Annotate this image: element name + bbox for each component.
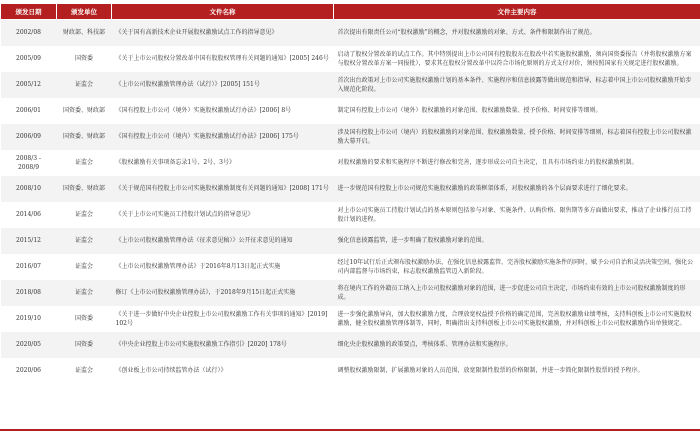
cell-document: 《上市公司股权激励管理办法（征求意见稿）》公开征求意见的通知	[112, 228, 334, 254]
cell-dept: 证监会	[57, 254, 112, 280]
cell-dept: 证监会	[57, 358, 112, 384]
cell-document: 《股权激励有关事项备忘录1号、2号、3号》	[112, 150, 334, 176]
header-dept: 颁发单位	[57, 4, 112, 20]
cell-date: 2016/07	[1, 254, 57, 280]
table-row	[1, 72, 700, 98]
cell-content: 启动了股权分置改革的试点工作。其中特别提出上市公司国有控股股东在股改中若实施股权激励，须向国资委报告（并将股权激励方案与股权分置改革方案一同报批），要求其在股权分置改革中以符合市场化原则的方式支付对价，须按照国家有关规定进行股权激励。	[334, 46, 700, 72]
cell-document: 《创业板上市公司持续监管办法（试行）》	[112, 358, 334, 384]
cell-dept: 国资委、财政部	[57, 124, 112, 150]
table-row	[1, 280, 700, 306]
table-row	[1, 228, 700, 254]
cell-document: 《关于规范国有控股上市公司实施股权激励制度有关问题的通知》[2008] 171号	[112, 176, 334, 202]
cell-content: 强化信息披露监管，进一步明确了股权激励对象的范围。	[334, 228, 700, 254]
cell-document: 修订《上市公司股权激励管理办法》，于2018年9月15日起正式实施	[112, 280, 334, 306]
cell-content: 对上市公司实施员工持股计划试点的基本原则包括参与对象、实施条件、认购价格、限售期等多方面做出要求，推动了企业推行员工持股计划的进程。	[334, 202, 700, 228]
table-row	[1, 98, 700, 124]
cell-dept: 证监会	[57, 72, 112, 98]
cell-content: 调整股权激励限制，扩展激励对象的人员范围，放宽限制性股票的价格限制，并进一步简化限制性股票的授予程序。	[334, 358, 700, 384]
table-row	[1, 202, 700, 228]
table-row	[1, 306, 700, 332]
table-header-row	[1, 4, 700, 20]
cell-content: 首次出台政策对上市公司实施股权激励计划的基本条件、实施程序和信息披露等做出规范和指导，标志着中国上市公司股权激励开始步入规范化阶段。	[334, 72, 700, 98]
cell-document: 《关于上市公司股权分置改革中国有股股权管理有关问题的通知》[2005] 246号	[112, 46, 334, 72]
cell-date: 2015/12	[1, 228, 57, 254]
cell-content: 涉及国有控股上市公司（境内）的股权激励的对象范围、股权激励数量、授予价格、时间安排等细则，标志着国有控股上市公司股权激励大幕开启。	[334, 124, 700, 150]
cell-date: 2020/05	[1, 332, 57, 358]
cell-document: 《关于国有高新技术企业开展股权激励试点工作的指导意见》	[112, 20, 334, 46]
cell-content: 细化央企股权激励的政策要点，考核体系、管理办法和实施程序。	[334, 332, 700, 358]
table-row	[1, 254, 700, 280]
cell-dept: 证监会	[57, 150, 112, 176]
header-doc: 文件名称	[112, 4, 334, 20]
table-row	[1, 150, 700, 176]
table-row	[1, 176, 700, 202]
cell-date: 2005/12	[1, 72, 57, 98]
cell-document: 《中央企业控股上市公司实施股权激励工作指引》[2020] 178号	[112, 332, 334, 358]
cell-content: 首次提出有限责任公司“股权激励”的概念，并对股权激励的对象、方式、条件和限制作出了规范。	[334, 20, 700, 46]
cell-dept: 国资委、财政部	[57, 98, 112, 124]
cell-dept: 国资委	[57, 306, 112, 332]
cell-date: 2019/10	[1, 306, 57, 332]
header-content: 文件主要内容	[334, 4, 700, 20]
cell-dept: 国资委、财政部	[57, 176, 112, 202]
cell-date: 2006/01	[1, 98, 57, 124]
cell-dept: 证监会	[57, 280, 112, 306]
header-date: 颁发日期	[1, 4, 57, 20]
cell-date: 2005/09	[1, 46, 57, 72]
cell-document: 《上市公司股权激励管理办法（试行）》[2005] 151号	[112, 72, 334, 98]
cell-date: 2008/10	[1, 176, 57, 202]
cell-content: 对股权激励的要求和实施程序不断进行修改和完善，逐步形成公司自主决定，且具有市场约束力的股权激励机制。	[334, 150, 700, 176]
table-row	[1, 358, 700, 384]
cell-date: 2006/09	[1, 124, 57, 150]
cell-date: 2020/06	[1, 358, 57, 384]
cell-dept: 财政部、科技部	[57, 20, 112, 46]
cell-date: 2014/06	[1, 202, 57, 228]
cell-date: 2018/08	[1, 280, 57, 306]
cell-content: 制定国有控股上市公司（境外）股权激励的对象范围、股权激励数量、授予价格、时间安排等细则。	[334, 98, 700, 124]
cell-document: 《关于进一步做好中央企业控股上市公司股权激励工作有关事项的通知》[2019] 102号	[112, 306, 334, 332]
cell-content: 进一步强化激励导向，加大股权激励力度，合理放宽权益授予价格的确定范围，完善股权激励业绩考核，支持科创板上市公司实施股权激励，健全股权激励管理体制等，同时，明确指出支持科创板上市公司实施股权激励，并对科创板上市公司股权激励作出单独规定。	[334, 306, 700, 332]
cell-date: 2008/3 - 2008/9	[1, 150, 57, 176]
policy-table	[0, 3, 700, 384]
cell-document: 《上市公司股权激励管理办法》于2016年8月13日起正式实施	[112, 254, 334, 280]
cell-content: 将在境内工作的外籍员工纳入上市公司股权激励对象的范围，进一步促进公司自主决定，市场约束有效的上市公司股权激励制度的形成。	[334, 280, 700, 306]
cell-dept: 证监会	[57, 202, 112, 228]
table-row	[1, 332, 700, 358]
cell-dept: 国资委	[57, 332, 112, 358]
table-row	[1, 20, 700, 46]
cell-document: 《国有控股上市公司（境外）实施股权激励试行办法》[2006] 8号	[112, 98, 334, 124]
cell-document: 《国有控股上市公司（境内）实施股权激励试行办法》[2006] 175号	[112, 124, 334, 150]
cell-content: 经过10年试行后正式颁布股权激励办法，在强化信息披露监管、完善股权激励实施条件的同时，赋予公司自治和灵活决策空间，强化公司内部监督与市场约束，标志股权激励监管迈入新阶段。	[334, 254, 700, 280]
cell-dept: 国资委	[57, 46, 112, 72]
cell-dept: 证监会	[57, 228, 112, 254]
cell-document: 《关于上市公司实施员工持股计划试点的指导意见》	[112, 202, 334, 228]
cell-content: 进一步规范国有控股上市公司规范实施股权激励的政策框架体系，对股权激励的各个层面要求进行了细化要求。	[334, 176, 700, 202]
cell-date: 2002/08	[1, 20, 57, 46]
table-row	[1, 46, 700, 72]
table-row	[1, 124, 700, 150]
